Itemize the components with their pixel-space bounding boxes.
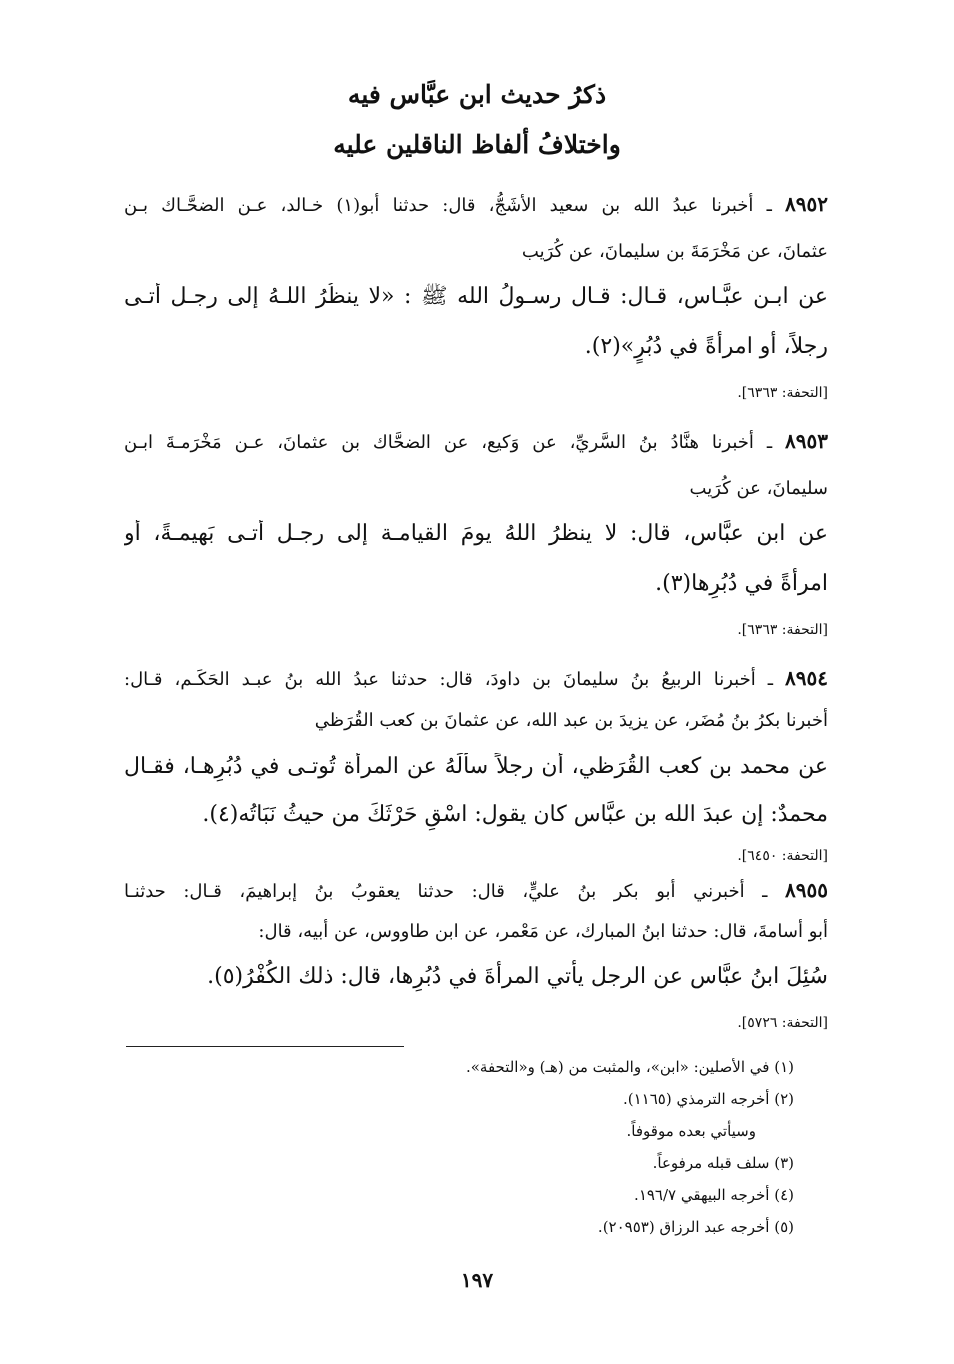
hadith-isnad-line: ٨٩٥٥ ـ أخبرني أبو بكر بنُ عليٍّ، قال: حدثنا يعقوبُ بنُ إبراهيمَ، قـال: حدثنـا: [124, 878, 828, 902]
page-number: ١٩٧: [460, 1268, 494, 1292]
tuhfa-reference: [التحفة: ٦٣٦٣].: [737, 622, 828, 638]
chapter-subtitle: واختلافُ ألفاظ الناقلين عليه: [333, 130, 621, 159]
hadith-isnad-line: سليمانَ، عن كُرَيب: [689, 478, 828, 499]
hadith-isnad-line: عثمانَ، عن مَخْرَمَةَ بن سليمانَ، عن كُرَيب: [521, 241, 828, 262]
tuhfa-reference: [التحفة: ٥٧٢٦].: [737, 1015, 828, 1031]
hadith-isnad-line: أخبرنا بكرُ بنُ مُضَر، عن يزيدَ بن عبد الله، عن عثمانَ بن كعب القُرَظي: [314, 710, 828, 731]
hadith-matn-line: محمدٌ: إن عبدَ الله بن عبَّاس كان يقول: اسْقِ حَرْثَكَ من حيثُ نَبَاتُه(٤).: [202, 802, 828, 827]
footnote: (٤) أخرجه البيهقي ١٩٦/٧.: [634, 1186, 794, 1204]
footnote: (٢) أخرجه الترمذي (١١٦٥).: [622, 1090, 794, 1108]
hadith-matn-line: عن ابـن عبَّـاس، قـال: قـال رسـولُ الله ﷺ : «لا ينظُرُ اللـهُ إلى رجـل أتـى: [124, 284, 828, 309]
hadith-isnad-line: ٨٩٥٢ ـ أخبرنا عبدُ الله بن سعيد الأشَجُّ، قال: حدثنا أبو(١) خـالد، عـن الضحَّـاك بـن: [124, 192, 828, 216]
hadith-number: ٨٩٥٢: [785, 192, 828, 216]
footnote: (١) في الأصلين: «ابن»، والمثبت من (هـ) و«التحفة».: [465, 1058, 794, 1076]
footnote: (٣) سلف قبله مرفوعاً.: [652, 1154, 794, 1172]
footnote: (٥) أخرجه عبد الرزاق (٢٠٩٥٣).: [597, 1218, 794, 1236]
hadith-matn-line: عن ابن عبَّاس، قال: لا ينظرُ اللهُ يومَ القيامـة إلى رجـل أتـى بَهيمـةً، أو: [124, 521, 828, 546]
hadith-isnad-line: أبو أسامةَ، قال: حدثنا ابنُ المبارك، عن مَعْمر، عن ابن طاووس، عن أبيه، قال:: [258, 921, 828, 942]
hadith-matn-line: عن محمد بن كعب القُرَظي، أن رجلاً سألَهُ عن المرأة تُوتـى في دُبُرِهـا، فقـال: [124, 754, 828, 779]
chapter-title: ذكرُ حديث ابن عبَّاس فيه: [347, 80, 607, 109]
hadith-matn-line: سُئِلَ ابنُ عبَّاس عن الرجل يأتي المرأةَ في دُبُرِها، قال: ذلك الكُفْرُ(٥).: [207, 964, 828, 989]
hadith-isnad-line: ٨٩٥٣ ـ أخبرنا هنَّادُ بنُ السَّرِيِّ، عن وَكيع، عن الضحَّاك بن عثمانَ، عـن مَخْرَمـةَ ابـن: [124, 429, 828, 453]
hadith-matn-line: رجلاً، أو امرأةً في دُبُرٍ»(٢).: [584, 334, 828, 359]
footnote: وسيأتي بعده موقوفاً.: [626, 1122, 756, 1140]
hadith-isnad-line: ٨٩٥٤ ـ أخبرنا الربيعُ بنُ سليمانَ بن داودَ، قال: حدثنا عبدُ الله بنُ عبـد الحَكَـم، قـال:: [124, 666, 828, 690]
tuhfa-reference: [التحفة: ٦٣٦٣].: [737, 385, 828, 401]
hadith-number: ٨٩٥٥: [785, 878, 828, 902]
hadith-number: ٨٩٥٤: [785, 666, 828, 690]
footnote-divider: [126, 1046, 404, 1047]
hadith-number: ٨٩٥٣: [785, 429, 828, 453]
tuhfa-reference: [التحفة: ٦٤٥٠].: [737, 848, 828, 864]
hadith-matn-line: امرأةً في دُبُرِها(٣).: [655, 571, 828, 596]
